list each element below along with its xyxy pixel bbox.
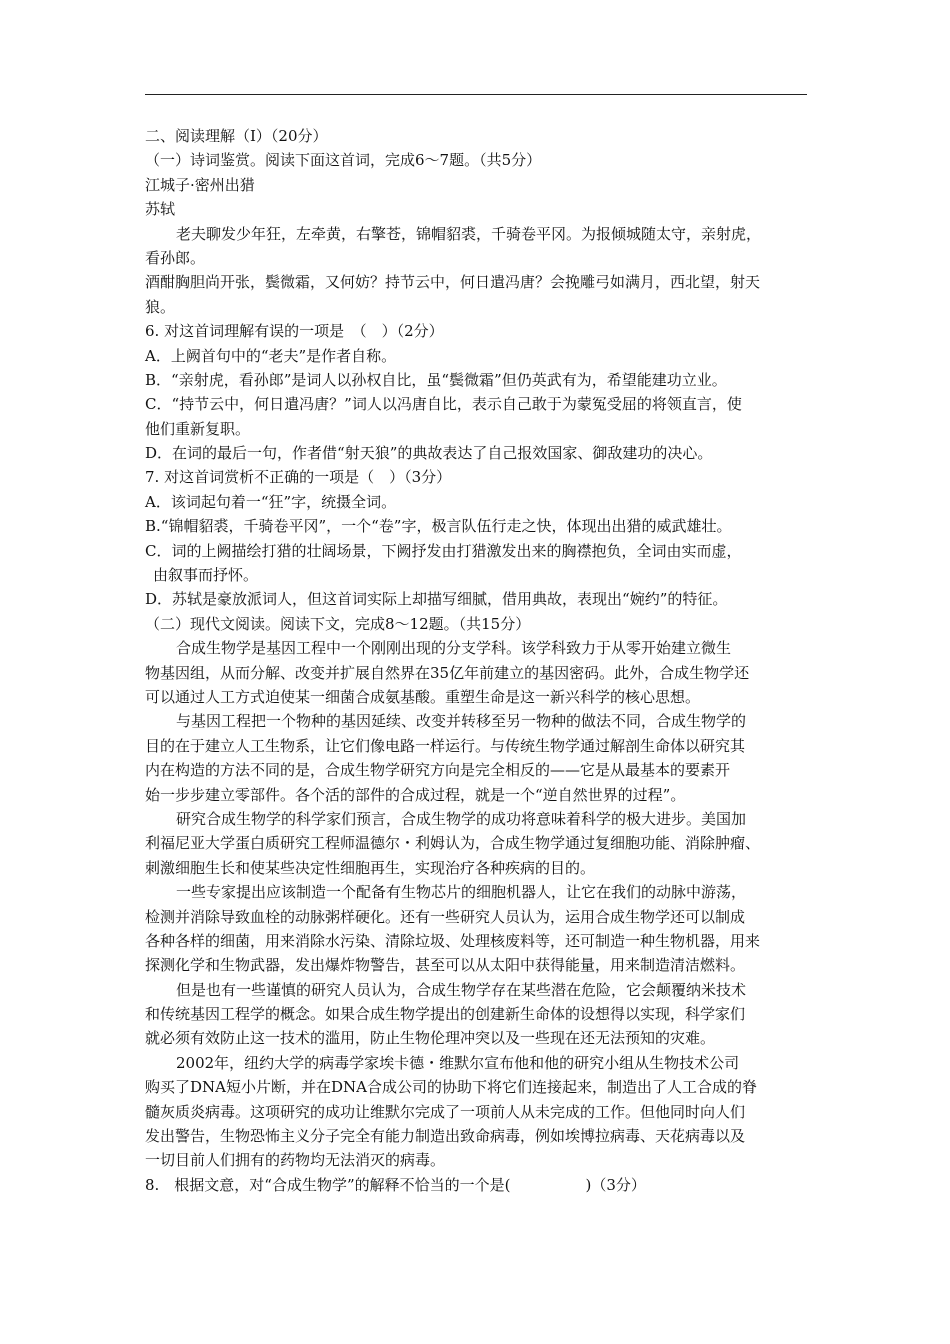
part2-heading: （二）现代文阅读。阅读下文，完成8～12题。（共15分）: [145, 614, 531, 633]
article-line: 购买了DNA短小片断，并在DNA合成公司的协助下将它们连接起来，制造出了人工合成的脊: [145, 1078, 757, 1097]
section-title: 二、阅读理解（Ⅰ）（20分）: [145, 127, 328, 145]
article-line: 研究合成生物学的科学家们预言，合成生物学的成功将意味着科学的极大进步。美国加: [176, 809, 747, 828]
article-line: 发出警告，生物恐怖主义分子完全有能力制造出致命病毒，例如埃博拉病毒、天花病毒以及: [145, 1127, 746, 1146]
article-line: 与基因工程把一个物种的基因延续、改变并转移至另一物种的做法不同，合成生物学的: [176, 712, 747, 731]
q7-option-a: A．该词起句着一“狂”字，统摄全词。: [145, 492, 397, 511]
article-line: 利福尼亚大学蛋白质研究工程师温德尔・利姆认为，合成生物学通过复细胞功能、消除肿瘤、: [145, 834, 761, 853]
article-line: 和传统基因工程学的概念。如果合成生物学提出的创建新生命体的设想得以实现，科学家们: [145, 1005, 746, 1024]
article-line: 物基因组，从而分解、改变并扩展自然界在35亿年前建立的基因密码。此外，合成生物学还: [145, 663, 750, 682]
article-line: 一些专家提出应该制造一个配备有生物芯片的细胞机器人，让它在我们的动脉中游荡，: [176, 883, 747, 902]
header-rule: [145, 94, 807, 95]
article-line: 目的在于建立人工生物系，让它们像电路一样运行。与传统生物学通过解剖生命体以研究其: [145, 736, 746, 755]
q7-option-b: B.“锦帽貂裘，千骑卷平冈”，一个“卷”字，极言队伍行走之快，体现出出猎的威武雄壮。: [145, 517, 732, 536]
article-line: 各种各样的细菌，用来消除水污染、清除垃圾、处理核废料等，还可制造一种生物机器，用来: [145, 931, 761, 950]
q6-option-c-cont: 他们重新复职。: [145, 419, 251, 438]
exam-page: [145, 124, 807, 1197]
article-line: 内在构造的方法不同的是，合成生物学研究方向是完全相反的——它是从最基本的要素开: [145, 761, 731, 780]
article-line: 检测并消除导致血栓的动脉粥样硬化。还有一些研究人员认为，运用合成生物学还可以制成: [145, 907, 746, 926]
q7-option-d: D．苏轼是豪放派词人，但这首词实际上却描写细腻，借用典故，表现出“婉约”的特征。: [145, 590, 728, 609]
poem-title: 江城子·密州出猎: [145, 175, 255, 194]
q6-option-b: B．“亲射虎，看孙郎”是词人以孙权自比，虽“鬓微霜”但仍英武有为，希望能建功立业。: [145, 370, 727, 389]
poem-line: 老夫聊发少年狂，左牵黄，右擎苍，锦帽貂裘，千骑卷平冈。为报倾城随太守，亲射虎，: [176, 224, 762, 243]
q6-stem: 6. 对这首词理解有误的一项是 （ ）（2分）: [145, 322, 444, 341]
article-line: 刺激细胞生长和使某些决定性细胞再生，实现治疗各种疾病的目的。: [145, 858, 596, 877]
article-line: 探测化学和生物武器，发出爆炸物警告，甚至可以从太阳中获得能量，用来制造清洁燃料。: [145, 956, 746, 975]
q8-stem: 8. 根据文意，对“合成生物学”的解释不恰当的一个是( )（3分）: [145, 1175, 646, 1194]
article-line: 始一步步建立零部件。各个活的部件的合成过程，就是一个“逆自然世界的过程”。: [145, 785, 686, 804]
poem-line: 酒酣胸胆尚开张，鬓微霜，又何妨？持节云中，何日遣冯唐？会挽雕弓如满月，西北望，射天: [145, 273, 761, 292]
article-line: 合成生物学是基因工程中一个刚刚出现的分支学科。该学科致力于从零开始建立微生: [176, 639, 732, 658]
q6-option-a: A．上阙首句中的“老夫”是作者自称。: [145, 346, 397, 365]
poem-line: 狼。: [145, 297, 176, 316]
q6-option-d: D．在词的最后一句，作者借“射天狼”的典故表达了自己报效国家、御敌建功的决心。: [145, 444, 713, 463]
q7-stem: 7. 对这首词赏析不正确的一项是（ ）（3分）: [145, 468, 452, 487]
article-line: 髓灰质炎病毒。这项研究的成功让维默尔完成了一项前人从未完成的工作。但他同时向人们: [145, 1102, 746, 1121]
poem-line: 看孙郎。: [145, 248, 206, 267]
poem-author: 苏轼: [145, 200, 176, 219]
article-line: 但是也有一些谨慎的研究人员认为，合成生物学存在某些潜在危险，它会颠覆纳米技术: [176, 980, 747, 999]
part1-heading: （一）诗词鉴赏。阅读下面这首词，完成6～7题。（共5分）: [145, 151, 542, 170]
q7-option-c: C．词的上阙描绘打猎的壮阔场景，下阙抒发由打猎激发出来的胸襟抱负，全词由实而虚，: [145, 541, 742, 560]
article-line: 一切目前人们拥有的药物均无法消灭的病毒。: [145, 1151, 446, 1170]
q7-option-c-cont: 由叙事而抒怀。: [153, 566, 259, 585]
article-line: 2002年，纽约大学的病毒学家埃卡德・维默尔宣布他和他的研究小组从生物技术公司: [176, 1053, 740, 1072]
article-line: 可以通过人工方式迫使某一细菌合成氨基酸。重塑生命是这一新兴科学的核心思想。: [145, 687, 701, 706]
q6-option-c: C．“持节云中，何日遣冯唐？”词人以冯唐自比，表示自己敢于为蒙冤受屈的将领直言，使: [145, 395, 742, 414]
article-line: 就必须有效防止这一技术的滥用，防止生物伦理冲突以及一些现在还无法预知的灾难。: [145, 1029, 716, 1048]
